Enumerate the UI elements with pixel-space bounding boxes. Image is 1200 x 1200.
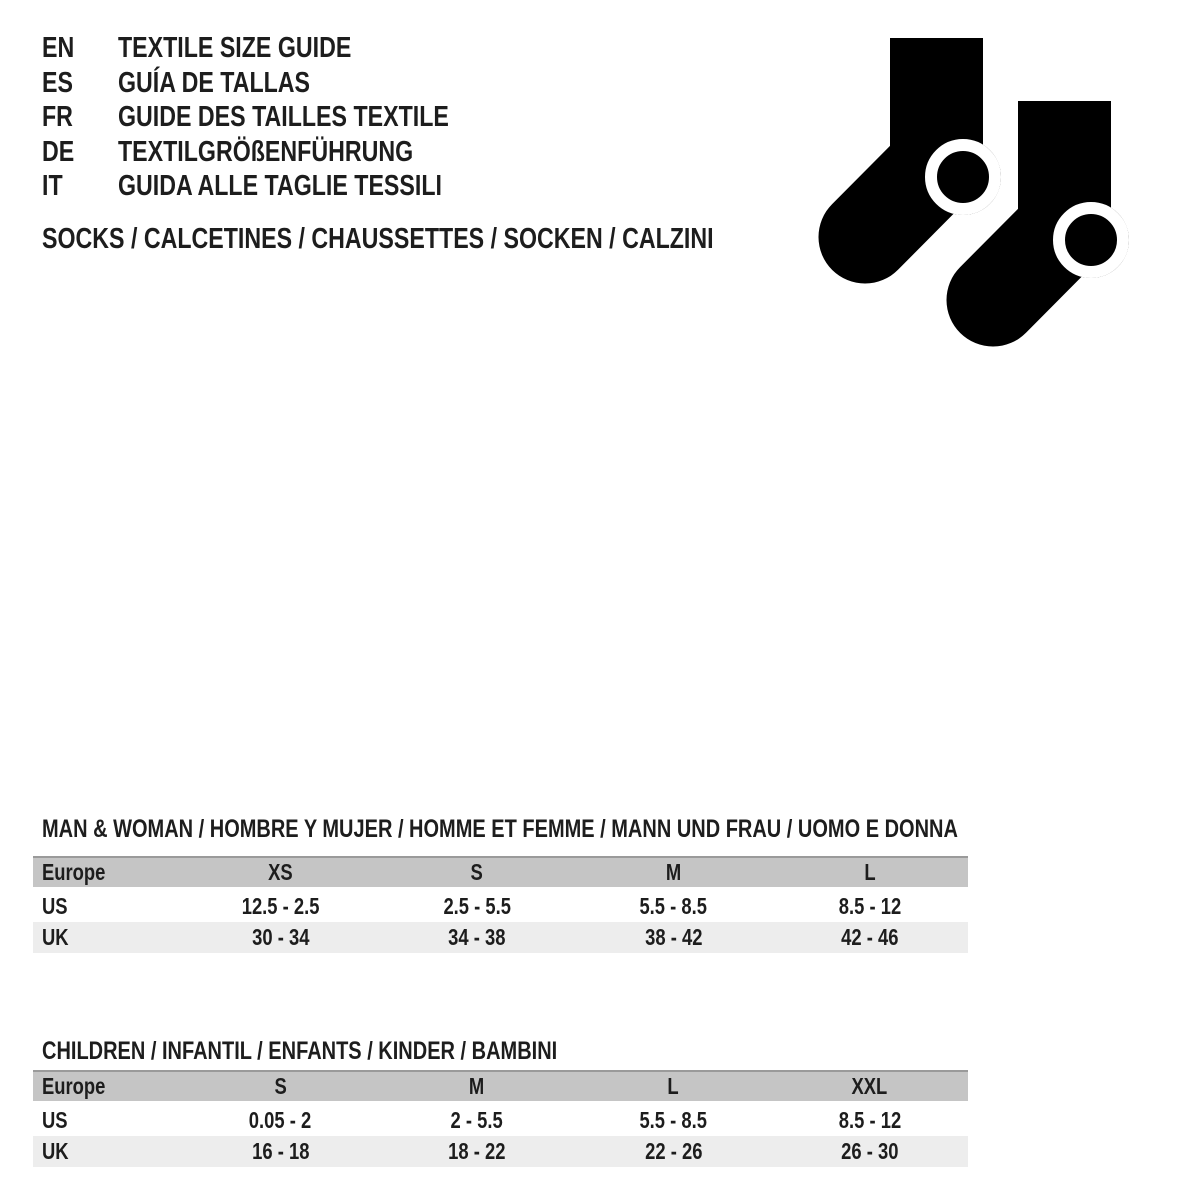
column-header-l: L bbox=[575, 1070, 771, 1104]
column-header-m: M bbox=[379, 1070, 575, 1104]
language-row-fr bbox=[42, 100, 532, 135]
language-label: TEXTILGRÖßENFÜHRUNG bbox=[118, 135, 414, 168]
size-cell: 22 - 26 bbox=[575, 1136, 771, 1167]
column-header-xxl: XXL bbox=[772, 1070, 968, 1104]
table-row-uk bbox=[33, 922, 968, 953]
language-code: IT bbox=[42, 170, 63, 202]
region-label: UK bbox=[33, 1136, 182, 1167]
size-table-children bbox=[33, 1038, 968, 1167]
column-header-s: S bbox=[379, 856, 575, 890]
language-row-es bbox=[42, 66, 532, 101]
size-cell: 30 - 34 bbox=[182, 922, 378, 953]
language-row-en bbox=[42, 31, 532, 66]
size-cell: 5.5 - 8.5 bbox=[575, 890, 771, 922]
column-header-s: S bbox=[182, 1070, 378, 1104]
language-code: DE bbox=[42, 135, 75, 168]
column-header-m: M bbox=[575, 856, 771, 890]
size-cell: 8.5 - 12 bbox=[772, 1104, 968, 1136]
size-cell: 16 - 18 bbox=[182, 1136, 378, 1167]
language-code: EN bbox=[42, 32, 75, 64]
language-row-it bbox=[42, 169, 532, 204]
size-cell: 34 - 38 bbox=[379, 922, 575, 953]
size-cell: 8.5 - 12 bbox=[772, 890, 968, 922]
table-title-children: CHILDREN / INFANTIL / ENFANTS / KINDER / BAMBINI bbox=[42, 1037, 558, 1065]
region-label: US bbox=[33, 1104, 182, 1136]
table-row-uk bbox=[33, 1136, 968, 1167]
language-label: GUÍA DE TALLAS bbox=[118, 66, 311, 99]
language-label: TEXTILE SIZE GUIDE bbox=[118, 32, 352, 64]
size-cell: 0.05 - 2 bbox=[182, 1104, 378, 1136]
size-cell: 2.5 - 5.5 bbox=[379, 890, 575, 922]
language-row-de bbox=[42, 135, 532, 170]
size-table-man-woman bbox=[33, 816, 968, 953]
size-cell: 42 - 46 bbox=[772, 922, 968, 953]
man-woman-size-table bbox=[33, 856, 968, 953]
socks-icon bbox=[815, 30, 1145, 360]
size-cell: 26 - 30 bbox=[772, 1136, 968, 1167]
sock-right bbox=[993, 101, 1129, 300]
size-cell: 38 - 42 bbox=[575, 922, 771, 953]
table-row-us bbox=[33, 1104, 968, 1136]
table-row-us bbox=[33, 890, 968, 922]
table-header-row bbox=[33, 1070, 968, 1104]
sock-left bbox=[865, 38, 1001, 237]
column-header-xs: XS bbox=[182, 856, 378, 890]
region-label: UK bbox=[33, 922, 182, 953]
column-header-l: L bbox=[772, 856, 968, 890]
category-title: SOCKS / CALCETINES / CHAUSSETTES / SOCKEN / CALZINI bbox=[42, 222, 714, 255]
language-label: GUIDE DES TAILLES TEXTILE bbox=[118, 101, 449, 133]
size-cell: 12.5 - 2.5 bbox=[182, 890, 378, 922]
language-label: GUIDA ALLE TAGLIE TESSILI bbox=[118, 170, 442, 202]
size-cell: 18 - 22 bbox=[379, 1136, 575, 1167]
size-cell: 2 - 5.5 bbox=[379, 1104, 575, 1136]
language-code: FR bbox=[42, 101, 73, 133]
column-header-europe: Europe bbox=[33, 856, 182, 890]
table-header-row bbox=[33, 856, 968, 890]
column-header-europe: Europe bbox=[33, 1070, 182, 1104]
language-list bbox=[42, 31, 532, 204]
region-label: US bbox=[33, 890, 182, 922]
language-code: ES bbox=[42, 66, 73, 99]
table-title-man-woman: MAN & WOMAN / HOMBRE Y MUJER / HOMME ET FEMME / MANN UND FRAU / UOMO E DONNA bbox=[42, 815, 958, 843]
size-cell: 5.5 - 8.5 bbox=[575, 1104, 771, 1136]
children-size-table bbox=[33, 1070, 968, 1167]
